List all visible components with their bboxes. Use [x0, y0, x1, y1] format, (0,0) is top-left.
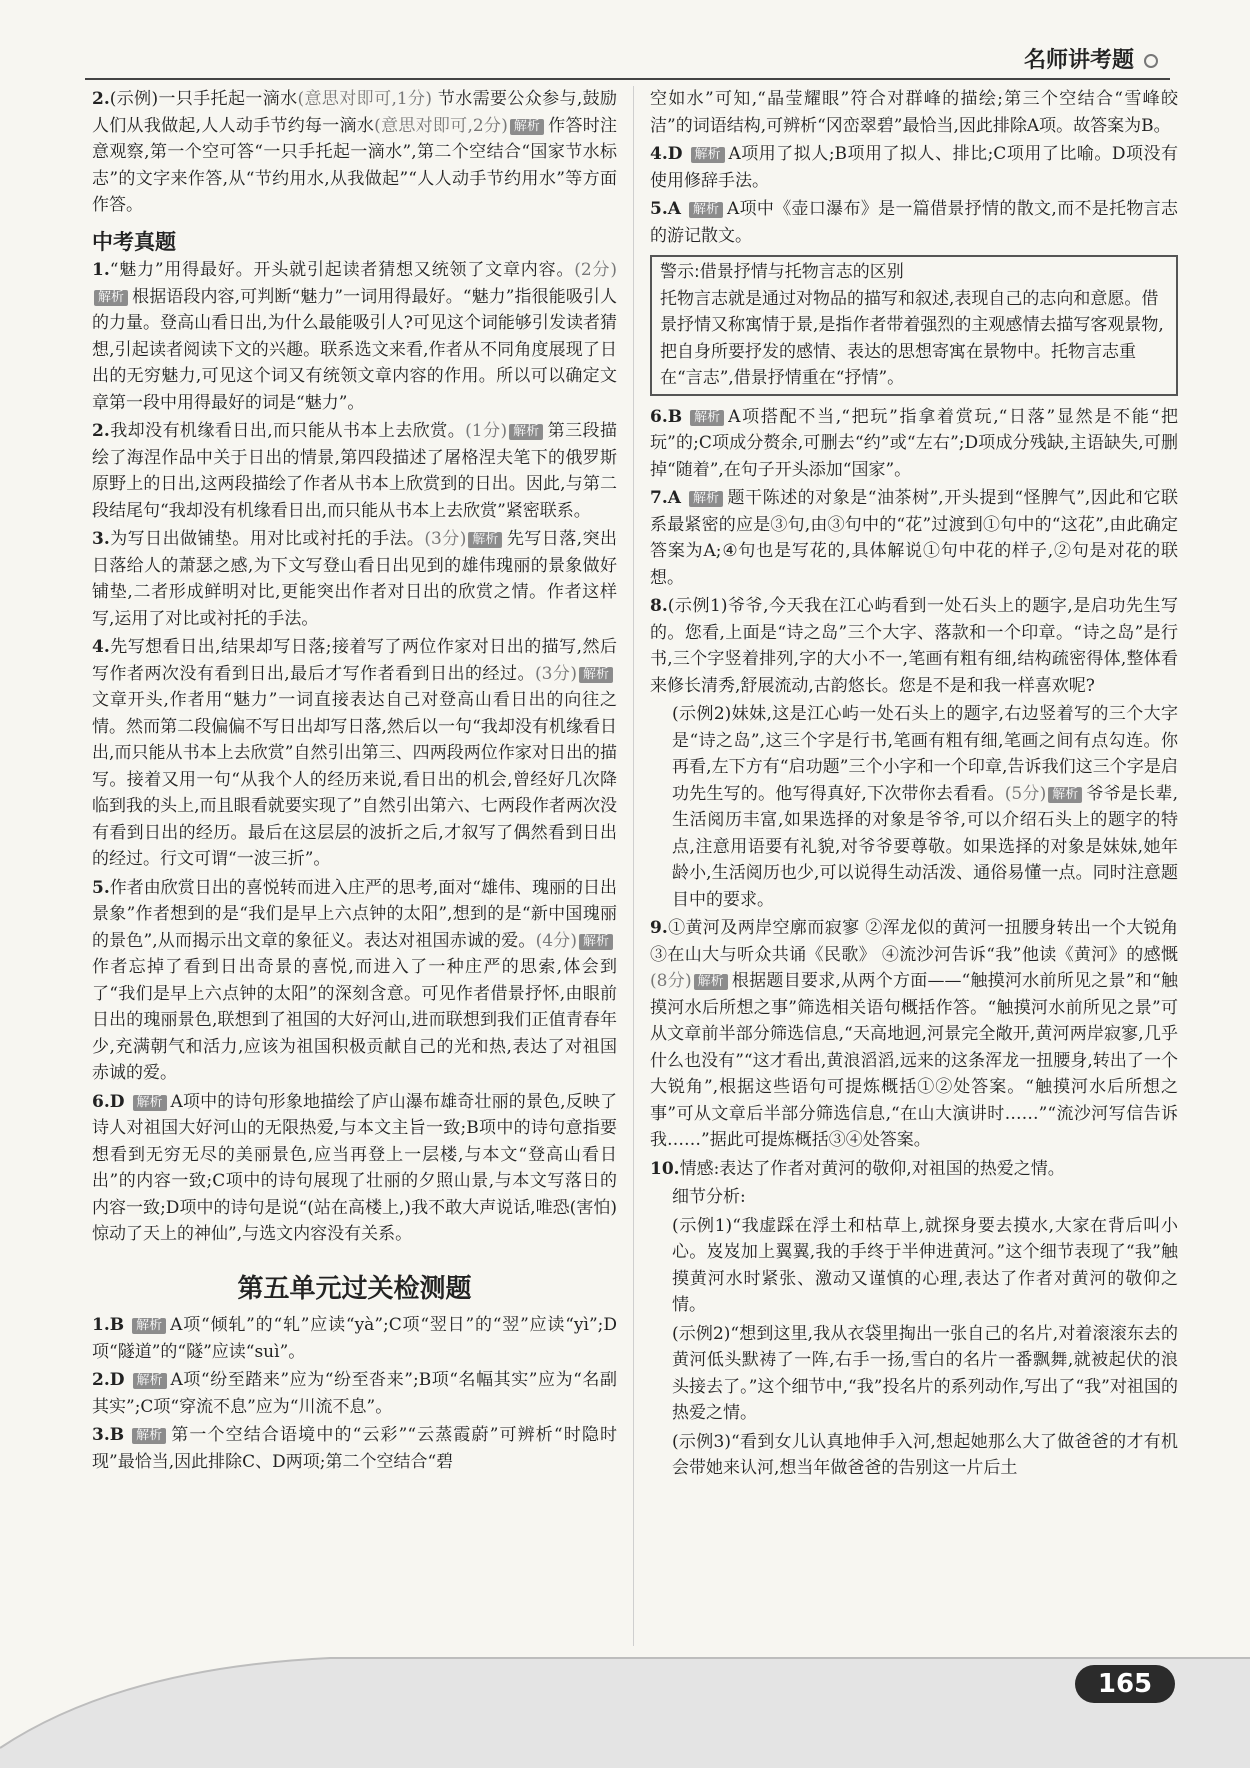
answer-text: “魅力”用得最好。开头就引起读者猜想又统领了文章内容。	[109, 260, 575, 280]
analysis-text: 先写日落,突出日落给人的萧瑟之感,为下文写登山看日出见到的雄伟瑰丽的景象做好铺垫,二者形成鲜明对比,更能突出作者对日出的欣赏之情。作者这样写,运用了对比或衬托的手法。	[92, 529, 617, 629]
item-number: 9.	[650, 918, 668, 938]
analysis-text: 作答时注意观察,第一个空可答“一只手托起一滴水”,第二个空结合“国家节水标志”的文字来作答,从“节约用水,从我做起”“人人动手节约用水”等方面作答。	[92, 115, 618, 215]
answer-text: 作者由欣赏日出的喜悦转而进入庄严的思考,面对“雄伟、瑰丽的日出景象”作者想到的是“我们是早上六点钟的太阳”,想到的是“新中国瑰丽的景色”,从而揭示出文章的象征义。表达对祖国赤诚的爱。	[92, 877, 617, 951]
answer-text: ①黄河及两岸空廓而寂寥 ②浑龙似的黄河一扭腰身转出一个大锐角 ③在山大与听众共诵《民歌》 ④流沙河告诉“我”他读《黄河》的感慨	[650, 918, 1178, 965]
analysis-text: 第三段描绘了海涅作品中关于日出的情景,第四段描述了屠格涅夫笔下的俄罗斯原野上的日出,这两段描绘了作者从书本上欣赏到的日出。因此,与第二段结尾句“我却没有机缘看日出,而只能从书本上去欣赏”紧密联系。	[92, 421, 618, 521]
answer-item	[92, 257, 617, 416]
answer-item	[650, 915, 1178, 1154]
analysis-tag: 解析	[133, 1095, 167, 1111]
header-circle-icon	[1144, 54, 1158, 68]
page-number: 165	[1075, 1665, 1175, 1703]
item-number: 8.	[650, 596, 668, 616]
answer-item	[650, 404, 1178, 484]
answer-item	[92, 1367, 617, 1420]
answer-item	[92, 1312, 617, 1365]
answer-choice: D	[109, 1370, 125, 1390]
score-label: (意思对即可,2分)	[374, 115, 508, 136]
example-text: (示例1)“我虚踩在浮土和枯草上,就探身要去摸水,大家在背后叫小心。岌岌加上翼翼,我的手终于半伸进黄河。”这个细节表现了“我”触摸黄河水时紧张、激动又谨慎的心理,表达了作者对黄河的敬仰之情。	[672, 1215, 1178, 1315]
answer-item	[650, 593, 1178, 699]
answer-item	[92, 86, 617, 219]
item-number: 6.	[650, 406, 668, 427]
score-label: (5分)	[1004, 783, 1047, 804]
item-number: 5.	[650, 199, 668, 219]
answer-choice: D	[667, 144, 683, 164]
analysis-tag: 解析	[690, 410, 724, 426]
score-label: (2分)	[574, 260, 617, 280]
header-title: 名师讲考题	[1023, 48, 1134, 73]
analysis-tag: 解析	[509, 424, 543, 440]
answer-item	[92, 875, 617, 1087]
analysis-tag: 解析	[132, 1428, 166, 1444]
analysis-tag: 解析	[694, 974, 728, 990]
analysis-text: A项用了拟人;B项用了拟人、排比;C项用了比喻。D项没有使用修辞手法。	[650, 144, 1178, 191]
item-number: 7.	[650, 488, 668, 508]
analysis-text: 文章开头,作者用“魅力”一词直接表达自己对登高山看日出的向往之情。然而第二段偏偏不写日出却写日落,然后以一句“我却没有机缘看日出,而只能从书本上去欣赏”自然引出第三、四两段两位作家对日出的描写。接着又用一句“从我个人的经历来说,看日出的机会,曾经好几次降临到我的头上,而且眼看就要实现了”自然引出第六、七两段作者两次没有看到日出的经历。最后在这层层的波折之后,才叙写了偶然看到日出的经过。行文可谓“一波三折”。	[92, 690, 617, 869]
unit-title: 第五单元过关检测题	[237, 1273, 472, 1304]
example-text: (示例3)“看到女儿认真地伸手入河,想起她那么大了做爸爸的才有机会带她来认河,想当年做爸爸的告别这一片后土	[672, 1431, 1178, 1478]
analysis-text: 题干陈述的对象是“油茶树”,开头提到“怪脾气”,因此和它联系最紧密的应是③句,由③句中的“花”过渡到①句中的“这花”,由此确定答案为A;④句也是写花的,具体解说①句中花的样子,②句是对花的联想。	[650, 488, 1178, 588]
analysis-text: 第一个空结合语境中的“云彩”“云蒸霞蔚”可辨析“时隐时现”最恰当,因此排除C、D两项;第二个空结合“碧	[92, 1425, 617, 1472]
answer-item	[650, 485, 1178, 591]
answer-item	[92, 634, 617, 873]
analysis-tag: 解析	[133, 1373, 167, 1389]
analysis-text: A项中《壶口瀑布》是一篇借景抒情的散文,而不是托物言志的游记散文。	[650, 199, 1178, 246]
analysis-text: A项“倾轧”的“轧”应读“yà”;C项“翌日”的“翌”应读“yì”;D项“隧道”的“隧”应读“suì”。	[92, 1315, 617, 1362]
item-number: 6.	[92, 1091, 110, 1112]
item-number: 1.	[92, 260, 110, 280]
score-label: (意思对即可,1分)	[297, 89, 433, 109]
analysis-text: A项中的诗句形象地描绘了庐山瀑布雄奇壮丽的景色,反映了诗人对祖国大好河山的无限热爱,与本文主旨一致;B项中的诗句意指要想看到无穷无尽的美丽景色,应当再登上一层楼,与本文“登高山看日出”的内容一致;C项中的诗句展现了壮丽的夕照山景,与本文写落日的内容一致;D项中的诗句是说“(站在高楼上,)我不敢大声说话,唯恐(害怕)惊动了天上的神仙”,与选文内容没有关系。	[92, 1091, 617, 1244]
answer-text: (示例)一只手托起一滴水	[109, 89, 298, 109]
analysis-text: A项“纷至踏来”应为“纷至沓来”;B项“名幅其实”应为“名副其实”;C项“穿流不息”应为“川流不息”。	[92, 1370, 617, 1417]
analysis-tag: 解析	[579, 934, 613, 950]
score-label: (3分)	[534, 663, 577, 684]
analysis-text: A项搭配不当,“把玩”指拿着赏玩,“日落”显然是不能“把玩”的;C项成分赘余,可删去“约”或“左右”;D项成分残缺,主语缺失,可删掉“随着”,在句子开头添加“国家”。	[650, 406, 1178, 480]
answer-text: 先写想看日出,结果却写日落;接着写了两位作家对日出的描写,然后写作者两次没有看到日出,最后才写作者看到日出的经过。	[92, 637, 617, 684]
analysis-tag: 解析	[689, 202, 723, 218]
analysis-tag: 解析	[94, 290, 128, 306]
analysis-text: 爷爷是长辈,生活阅历丰富,如果选择的对象是爷爷,可以介绍石头上的题字的特点,注意用语要有礼貌,对爷爷要尊敬。如果选择的对象是妹妹,她年龄小,生活阅历也少,可以说得生动活泼、通俗易懂一点。同时注意题目中的要求。	[672, 783, 1178, 910]
answer-item	[650, 196, 1178, 249]
detail-label: 细节分析:	[672, 1187, 746, 1207]
item-number: 3.	[92, 529, 110, 549]
analysis-tag: 解析	[579, 667, 613, 683]
item-number: 4.	[650, 144, 668, 164]
score-label: (8分)	[650, 971, 692, 991]
item-number: 10.	[650, 1158, 680, 1179]
column-divider	[633, 86, 634, 1646]
item-number: 2.	[92, 89, 110, 109]
item-number: 4.	[92, 637, 110, 657]
answer-item	[92, 1422, 617, 1475]
answer-text: 为写日出做铺垫。用对比或衬托的手法。	[109, 529, 425, 549]
item-number: 5.	[92, 877, 110, 898]
answer-text: 情感:表达了作者对黄河的敬仰,对祖国的热爱之情。	[679, 1158, 1065, 1179]
answer-choice: B	[109, 1425, 125, 1445]
answer-choice: A	[667, 199, 681, 219]
answer-item	[92, 418, 617, 524]
continued-text: 空如水”可知,“晶莹耀眼”符合对群峰的描绘;第三个空结合“雪峰皎洁”的词语结构,可辨析“冈峦翠碧”最恰当,因此排除A项。故答案为B。	[650, 89, 1178, 136]
example-text: (示例2)“想到这里,我从衣袋里掏出一张自己的名片,对着滚滚东去的黄河低头默祷了一阵,右手一扬,雪白的名片一番飘舞,就被起伏的浪头接去了。”这个细节中,“我”投名片的系列动作,写出了“我”对祖国的热爱之情。	[672, 1323, 1178, 1423]
analysis-tag: 解析	[691, 147, 725, 163]
analysis-tag: 解析	[510, 119, 544, 135]
note-body: 托物言志就是通过对物品的描写和叙述,表现自己的志向和意愿。借景抒情又称寓情于景,是指作者带着强烈的主观感情去描写客观景物,把自身所要抒发的感情、表达的思想寄寓在景物中。托物言志重在“言志”,借景抒情重在“抒情”。	[660, 288, 1164, 388]
analysis-tag: 解析	[1048, 787, 1082, 803]
answer-choice: A	[667, 488, 681, 508]
analysis-text: 根据语段内容,可判断“魅力”一词用得最好。“魅力”指很能吸引人的力量。登高山看日出,为什么最能吸引人?可见这个词能够引发读者猜想,引起读者阅读下文的兴趣。联系选文来看,作者从不同角度展现了日出的无穷魅力,可见这个词又有统领文章内容的作用。所以可以确定文章第一段中用得最好的词是“魅力”。	[92, 286, 617, 413]
section-title: 中考真题	[92, 229, 176, 254]
example-text: (示例1)爷爷,今天我在江心屿看到一处石头上的题字,是启功先生写的。您看,上面是“诗之岛”三个大字、落款和一个印章。“诗之岛”是行书,三个字竖着排列,字的大小不一,笔画有粗有细,结构疏密得体,整体看来修长清秀,舒展流动,古韵悠长。您是不是和我一样喜欢呢?	[650, 596, 1178, 696]
warning-note-box	[650, 255, 1178, 396]
score-label: (1分)	[465, 421, 508, 441]
left-column	[92, 86, 617, 1477]
score-label: (3分)	[424, 529, 467, 549]
analysis-tag: 解析	[132, 1318, 166, 1334]
note-title: 警示:借景抒情与托物言志的区别	[660, 262, 904, 282]
example-text: (示例2)妹妹,这是江心屿一处石头上的题字,右边竖着写的三个大字是“诗之岛”,这三个字是行书,笔画有粗有细,笔画之间有点勾连。你再看,左下方有“启功题”三个小字和一个印章,告诉我们这三个字是启功先生写的。他写得真好,下次带你去看看。	[672, 704, 1178, 804]
analysis-tag: 解析	[689, 491, 723, 507]
analysis-text: 根据题目要求,从两个方面——“触摸河水前所见之景”和“触摸河水后所想之事”筛选相关语句概括作答。“触摸河水前所见之景”可从文章前半部分筛选信息,“天高地迥,河景完全敞开,黄河两岸寂寥,几乎什么也没有”“这才看出,黄浪滔滔,远来的这条浑龙一扭腰身,转出了一个大锐角”,根据这些语句可提炼概括①②处答案。“触摸河水后所想之事”可从文章后半部分筛选信息,“在山大演讲时……”“流沙河写信告诉我……”据此可提炼概括③④处答案。	[650, 971, 1178, 1150]
item-number: 1.	[92, 1315, 110, 1335]
right-column	[650, 86, 1178, 1484]
score-label: (4分)	[535, 930, 577, 951]
answer-choice: D	[109, 1091, 125, 1112]
answer-item	[92, 526, 617, 632]
answer-choice: B	[667, 406, 683, 427]
page-header	[85, 38, 1170, 80]
analysis-text: 作者忘掉了看到日出奇景的喜悦,而进入了一种庄严的思索,体会到了“我们是早上六点钟的太阳”的深刻含意。可见作者借景抒怀,由眼前日出的瑰丽景色,联想到了祖国的大好河山,进而联想到我们正值青春年少,充满朝气和活力,应该为祖国积极贡献自己的光和热,表达了对祖国赤诚的爱。	[92, 957, 617, 1083]
answer-item	[92, 1089, 617, 1248]
item-number: 2.	[92, 421, 110, 441]
answer-item	[650, 701, 1178, 913]
analysis-tag: 解析	[468, 532, 502, 548]
answer-item	[650, 1156, 1178, 1183]
item-number: 2.	[92, 1370, 110, 1390]
answer-item	[650, 141, 1178, 194]
answer-text: 我却没有机缘看日出,而只能从书本上去欣赏。	[109, 421, 466, 441]
page-bottom-decoration	[0, 1628, 1250, 1768]
answer-choice: B	[109, 1315, 125, 1335]
answer-text: 节水需要公众参与,鼓励人们从我做起,人人动手节约每一滴水	[92, 89, 618, 136]
item-number: 3.	[92, 1425, 110, 1445]
